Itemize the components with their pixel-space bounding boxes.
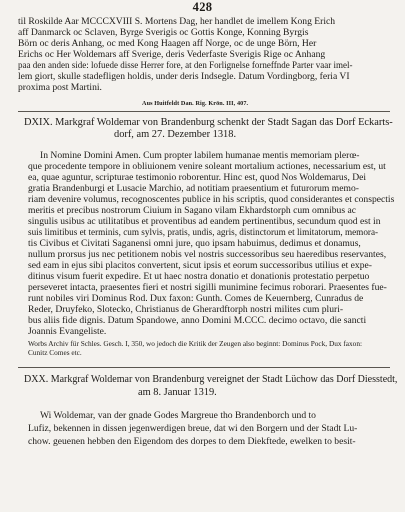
page-number: 428 — [192, 0, 213, 14]
text-line: Börn oc deris Anhang, oc med Kong Haagen aff Norge, oc de unge Börn, Her — [18, 38, 317, 49]
text-line: Erichs oc Her Woldemars aff Sverige, deris Vederfaste Sverigis Rige oc Anhang — [18, 49, 326, 60]
text-line: meritis et precibus nostrorum Ciuium in Sagano vilam Ekhardstorph cum omnibus ac — [28, 205, 357, 216]
text-line: Reder, Druyfeko, Slotecko, Christianus de Gherardftorph nostri milites cum pluri- — [28, 304, 344, 315]
text-line: bus aliis fide dignis. Datum Spandowe, anno Domini M.CCC. decimo octavo, die sancti — [28, 315, 367, 326]
section-divider — [18, 111, 390, 112]
text-line: In Nomine Domini Amen. Cum propter labilem humanae mentis memoriam plerœ- — [40, 150, 360, 161]
footnote-line: Worbs Archiv für Schles. Gesch. I, 350, wo jedoch die Kritik der Zeugen also beginnt: Dominus Pock, Dux faxon: — [28, 339, 362, 348]
text-line: runt nobiles viri Dominus Rod. Dux faxon: Gunth. Comes de Keuernberg, Cunradus de — [28, 293, 364, 304]
text-line: riam devenire volumus, recognoscentes publice in his scriptis, quod considerantes et conspectis — [28, 194, 395, 205]
text-line: paa den anden side: lofuede disse Herrer fore, at den Forlignelse forneffnde Parter vaar imel- — [18, 60, 353, 70]
text-line: proxima post Martini. — [18, 82, 102, 93]
document-heading-date: am 8. Januar 1319. — [138, 387, 217, 398]
text-line: nullum prorsus jus nec petitionem nobis vel nostris successoribus seu haeredibus reservantes, — [28, 249, 387, 260]
document-heading-date: dorf, am 27. Dezember 1318. — [114, 129, 237, 140]
text-line: til Roskilde Aar MCCCXVIII S. Mortens Dag, her handlet de imellem Kong Erich — [18, 16, 336, 27]
text-line: ea, quae aguntur, scripturae testimonio roborentur. Hinc est, quod Nos Woldemarus, Dei — [28, 172, 367, 183]
text-line: Joannis Evangeliste. — [28, 326, 107, 337]
source-citation: Aus Huitfeldt Dan. Rig. Krön. III, 407. — [142, 100, 249, 107]
text-line: perseveret intacta, praesentes fieri et nostri sigilli munimine fecimus roborari. Praesentes fue- — [28, 282, 387, 293]
text-line: aff Danmarck oc Sclaven, Byrge Sverigis oc Gottis Konge, Konning Byrgis — [18, 27, 309, 38]
text-line: lem giort, skulle stadefligen holdis, under deris Indsegle. Datum Vordingborg, feria VI — [18, 71, 350, 82]
text-line: tis Civibus et Civitati Saganensi omni jure, quo ipsam habuimus, dedimus et donamus, — [28, 238, 361, 249]
text-line: suis limitibus et terminis, cum sylvis, pratis, undis, agris, distinctorum et limitatorum, memora- — [28, 227, 379, 237]
text-line: Wi Woldemar, van der gnade Godes Margreue tho Brandenborch und to — [40, 410, 316, 421]
text-line: chow. geuenen hebben den Eigendom des dorpes to dem Diekftede, ewelken to besit- — [28, 436, 356, 447]
text-line: gratia Brandenburgi et Lusacie Marchio, ad notitiam praesentium et futurorum memo- — [28, 183, 359, 194]
text-line: ditinus visum fuerit expedire. Et ut haec nostra donatio et donationis protestatio perpetuo — [28, 271, 370, 282]
text-line: singulis usibus ac utilitatibus et proventibus ad eandem pertinentibus, secundum quod est in — [28, 216, 381, 227]
text-line: Lufiz, bekennen in dissen jegenwerdigen breue, dat wi den Borgern und der Stadt Lu- — [28, 423, 358, 434]
section-divider — [18, 367, 390, 368]
text-line: que procedente tempore in obliuionem venire soleant mortalium actiones, necessarium est, ut — [28, 161, 386, 172]
footnote-line: Cunitz Comes etc. — [28, 348, 82, 357]
text-line: sed eam in ejus sibi placitos convertent, sicut ipsis et eorum successoribus utilius et expe- — [28, 260, 372, 271]
document-heading: DXX. Markgraf Woldemar von Brandenburg vereignet der Stadt Lüchow das Dorf Diesstedt, — [24, 374, 398, 385]
document-heading: DXIX. Markgraf Woldemar von Brandenburg schenkt der Stadt Sagan das Dorf Eckarts- — [24, 117, 393, 128]
